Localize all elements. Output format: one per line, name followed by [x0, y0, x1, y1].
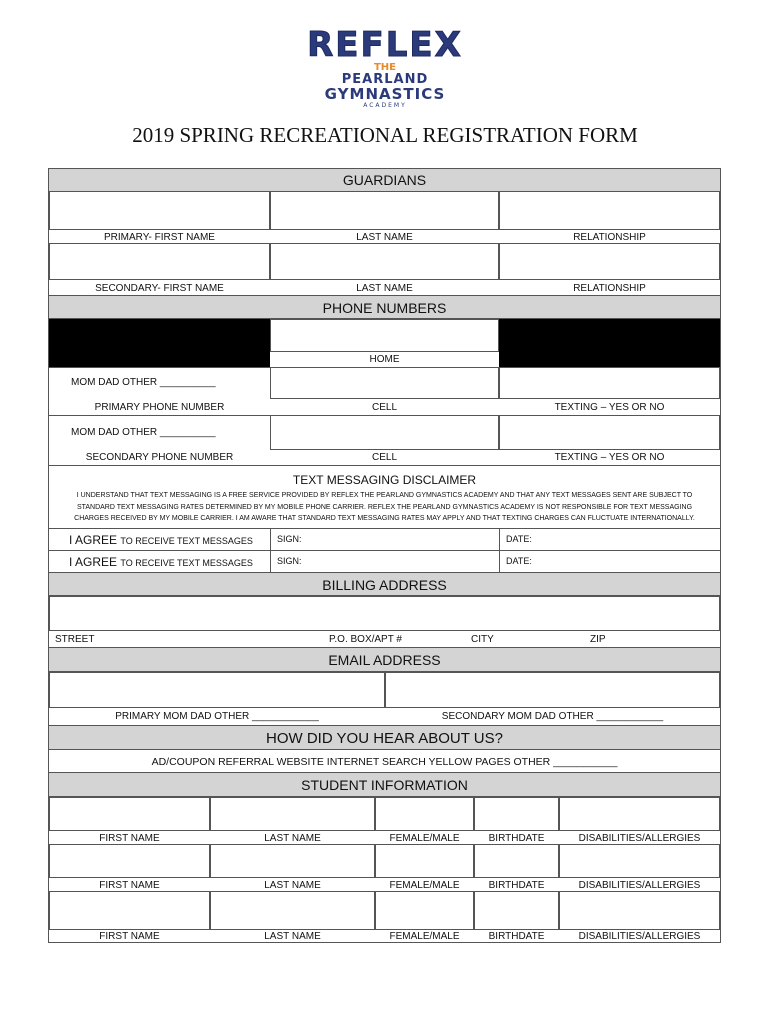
secondary-texting-label: TEXTING – YES OR NO: [554, 452, 665, 463]
logo-pearland: PEARLAND: [341, 72, 429, 87]
primary-email-label: PRIMARY MOM DAD OTHER ____________: [115, 711, 319, 722]
first-name-label: FIRST NAME: [99, 931, 160, 942]
billing-heading: BILLING ADDRESS: [49, 572, 720, 596]
secondary-cell-label: CELL: [371, 452, 397, 463]
secondary-cell-field[interactable]: [270, 415, 499, 450]
secondary-relation-options[interactable]: MOM DAD OTHER __________: [71, 427, 216, 438]
disabilities-label: DISABILITIES/ALLERGIES: [578, 833, 701, 844]
disclaimer-line-1: I UNDERSTAND THAT TEXT MESSAGING IS A FREE SERVICE PROVIDED BY REFLEX THE PEARLAND GYMNASTICS ACADEMY AND THAT ANY TEXT MESSAGES SENT ARE SUBJECT TO: [76, 492, 693, 499]
disabilities-label: DISABILITIES/ALLERGIES: [578, 931, 701, 942]
student-last-name-field[interactable]: [210, 891, 375, 930]
birthdate-label: BIRTHDATE: [488, 880, 545, 891]
agree-text: I AGREE: [69, 555, 118, 569]
secondary-texting-field[interactable]: [499, 415, 720, 450]
registration-form: [48, 168, 721, 943]
street-label: STREET: [55, 634, 95, 645]
secondary-last-name-label: LAST NAME: [356, 283, 413, 294]
secondary-email-field[interactable]: [385, 672, 720, 708]
divider: [49, 550, 720, 551]
secondary-relationship-field[interactable]: [499, 243, 720, 280]
home-label: HOME: [369, 354, 400, 365]
primary-cell-field[interactable]: [270, 367, 499, 399]
disclaimer-line-3: CHARGES RECEIVED BY MY MOBILE CARRIER. I AM AWARE THAT STANDARD TEXT MESSAGING RATES MAY APPLY AND THAT TEXTING CHARGES CAN FLUCTUATE INTERNATIONALLY.: [74, 515, 695, 522]
secondary-last-name-field[interactable]: [270, 243, 499, 280]
primary-relationship-label: RELATIONSHIP: [573, 232, 646, 243]
secondary-email-label: SECONDARY MOM DAD OTHER ____________: [441, 711, 664, 722]
student-disabilities-field[interactable]: [559, 844, 720, 878]
disabilities-label: DISABILITIES/ALLERGIES: [578, 880, 701, 891]
zip-label: ZIP: [590, 634, 606, 645]
agree-subtext: TO RECEIVE TEXT MESSAGES: [120, 558, 253, 568]
guardians-heading: GUARDIANS: [49, 169, 720, 192]
hear-heading: HOW DID YOU HEAR ABOUT US?: [49, 725, 720, 750]
billing-address-field[interactable]: [49, 596, 720, 631]
logo: [290, 25, 480, 110]
hear-options[interactable]: AD/COUPON REFERRAL WEBSITE INTERNET SEARCH YELLOW PAGES OTHER ___________: [151, 756, 618, 768]
last-name-label: LAST NAME: [264, 880, 321, 891]
primary-cell-label: CELL: [371, 402, 397, 413]
student-last-name-field[interactable]: [210, 844, 375, 878]
logo-brand: REFLEX: [307, 25, 463, 65]
redacted-block-left: [49, 319, 270, 367]
date-field-2[interactable]: DATE:: [506, 556, 532, 566]
last-name-label: LAST NAME: [264, 931, 321, 942]
logo-academy: ACADEMY: [363, 102, 407, 109]
primary-last-name-field[interactable]: [270, 191, 499, 230]
disclaimer-heading: TEXT MESSAGING DISCLAIMER: [292, 473, 477, 487]
birthdate-label: BIRTHDATE: [488, 833, 545, 844]
primary-texting-label: TEXTING – YES OR NO: [554, 402, 665, 413]
student-heading: STUDENT INFORMATION: [49, 772, 720, 797]
agree-text: I AGREE: [69, 533, 118, 547]
sex-label: FEMALE/MALE: [389, 880, 460, 891]
phone-numbers-heading: PHONE NUMBERS: [49, 295, 720, 319]
redacted-block-right: [499, 319, 720, 367]
disclaimer-line-2: STANDARD TEXT MESSAGING RATES DETERMINED BY MY MOBILE PHONE CARRIER. REFLEX THE PEARLAND GYMNASTICS ACADEMY IS NOT RESPONSIBLE FOR TEXT MESSAGING: [76, 504, 693, 511]
secondary-first-name-label: SECONDARY- FIRST NAME: [95, 283, 224, 294]
student-first-name-field[interactable]: [49, 844, 210, 878]
po-box-label: P.O. BOX/APT #: [329, 634, 402, 645]
agree-row-2: [69, 555, 253, 569]
secondary-phone-label: SECONDARY PHONE NUMBER: [85, 452, 234, 463]
last-name-label: LAST NAME: [264, 833, 321, 844]
sign-field-2[interactable]: SIGN:: [277, 556, 302, 566]
logo-gymnastics: GYMNASTICS: [324, 85, 446, 103]
divider: [49, 528, 720, 529]
primary-first-name-field[interactable]: [49, 191, 270, 230]
secondary-first-name-field[interactable]: [49, 243, 270, 280]
date-field-1[interactable]: DATE:: [506, 534, 532, 544]
primary-email-field[interactable]: [49, 672, 385, 708]
divider: [49, 465, 720, 466]
sign-field-1[interactable]: SIGN:: [277, 534, 302, 544]
primary-relationship-field[interactable]: [499, 191, 720, 230]
primary-phone-label: PRIMARY PHONE NUMBER: [94, 402, 225, 413]
sex-label: FEMALE/MALE: [389, 833, 460, 844]
logo-the: THE: [373, 62, 397, 73]
student-sex-field[interactable]: [375, 891, 474, 930]
primary-first-name-label: PRIMARY- FIRST NAME: [104, 232, 215, 243]
agree-row-1: [69, 533, 253, 547]
first-name-label: FIRST NAME: [99, 833, 160, 844]
student-last-name-field[interactable]: [210, 797, 375, 831]
student-first-name-field[interactable]: [49, 797, 210, 831]
student-birthdate-field[interactable]: [474, 891, 559, 930]
primary-relation-options[interactable]: MOM DAD OTHER __________: [71, 377, 216, 388]
first-name-label: FIRST NAME: [99, 880, 160, 891]
student-sex-field[interactable]: [375, 797, 474, 831]
sex-label: FEMALE/MALE: [389, 931, 460, 942]
student-birthdate-field[interactable]: [474, 797, 559, 831]
email-heading: EMAIL ADDRESS: [49, 647, 720, 672]
secondary-relationship-label: RELATIONSHIP: [573, 283, 646, 294]
student-disabilities-field[interactable]: [559, 797, 720, 831]
home-phone-field[interactable]: [270, 319, 499, 352]
agree-subtext: TO RECEIVE TEXT MESSAGES: [120, 536, 253, 546]
student-sex-field[interactable]: [375, 844, 474, 878]
student-first-name-field[interactable]: [49, 891, 210, 930]
city-label: CITY: [471, 634, 494, 645]
page-title: 2019 SPRING RECREATIONAL REGISTRATION FORM: [132, 123, 638, 147]
student-disabilities-field[interactable]: [559, 891, 720, 930]
student-birthdate-field[interactable]: [474, 844, 559, 878]
birthdate-label: BIRTHDATE: [488, 931, 545, 942]
primary-last-name-label: LAST NAME: [356, 232, 413, 243]
primary-texting-field[interactable]: [499, 367, 720, 399]
